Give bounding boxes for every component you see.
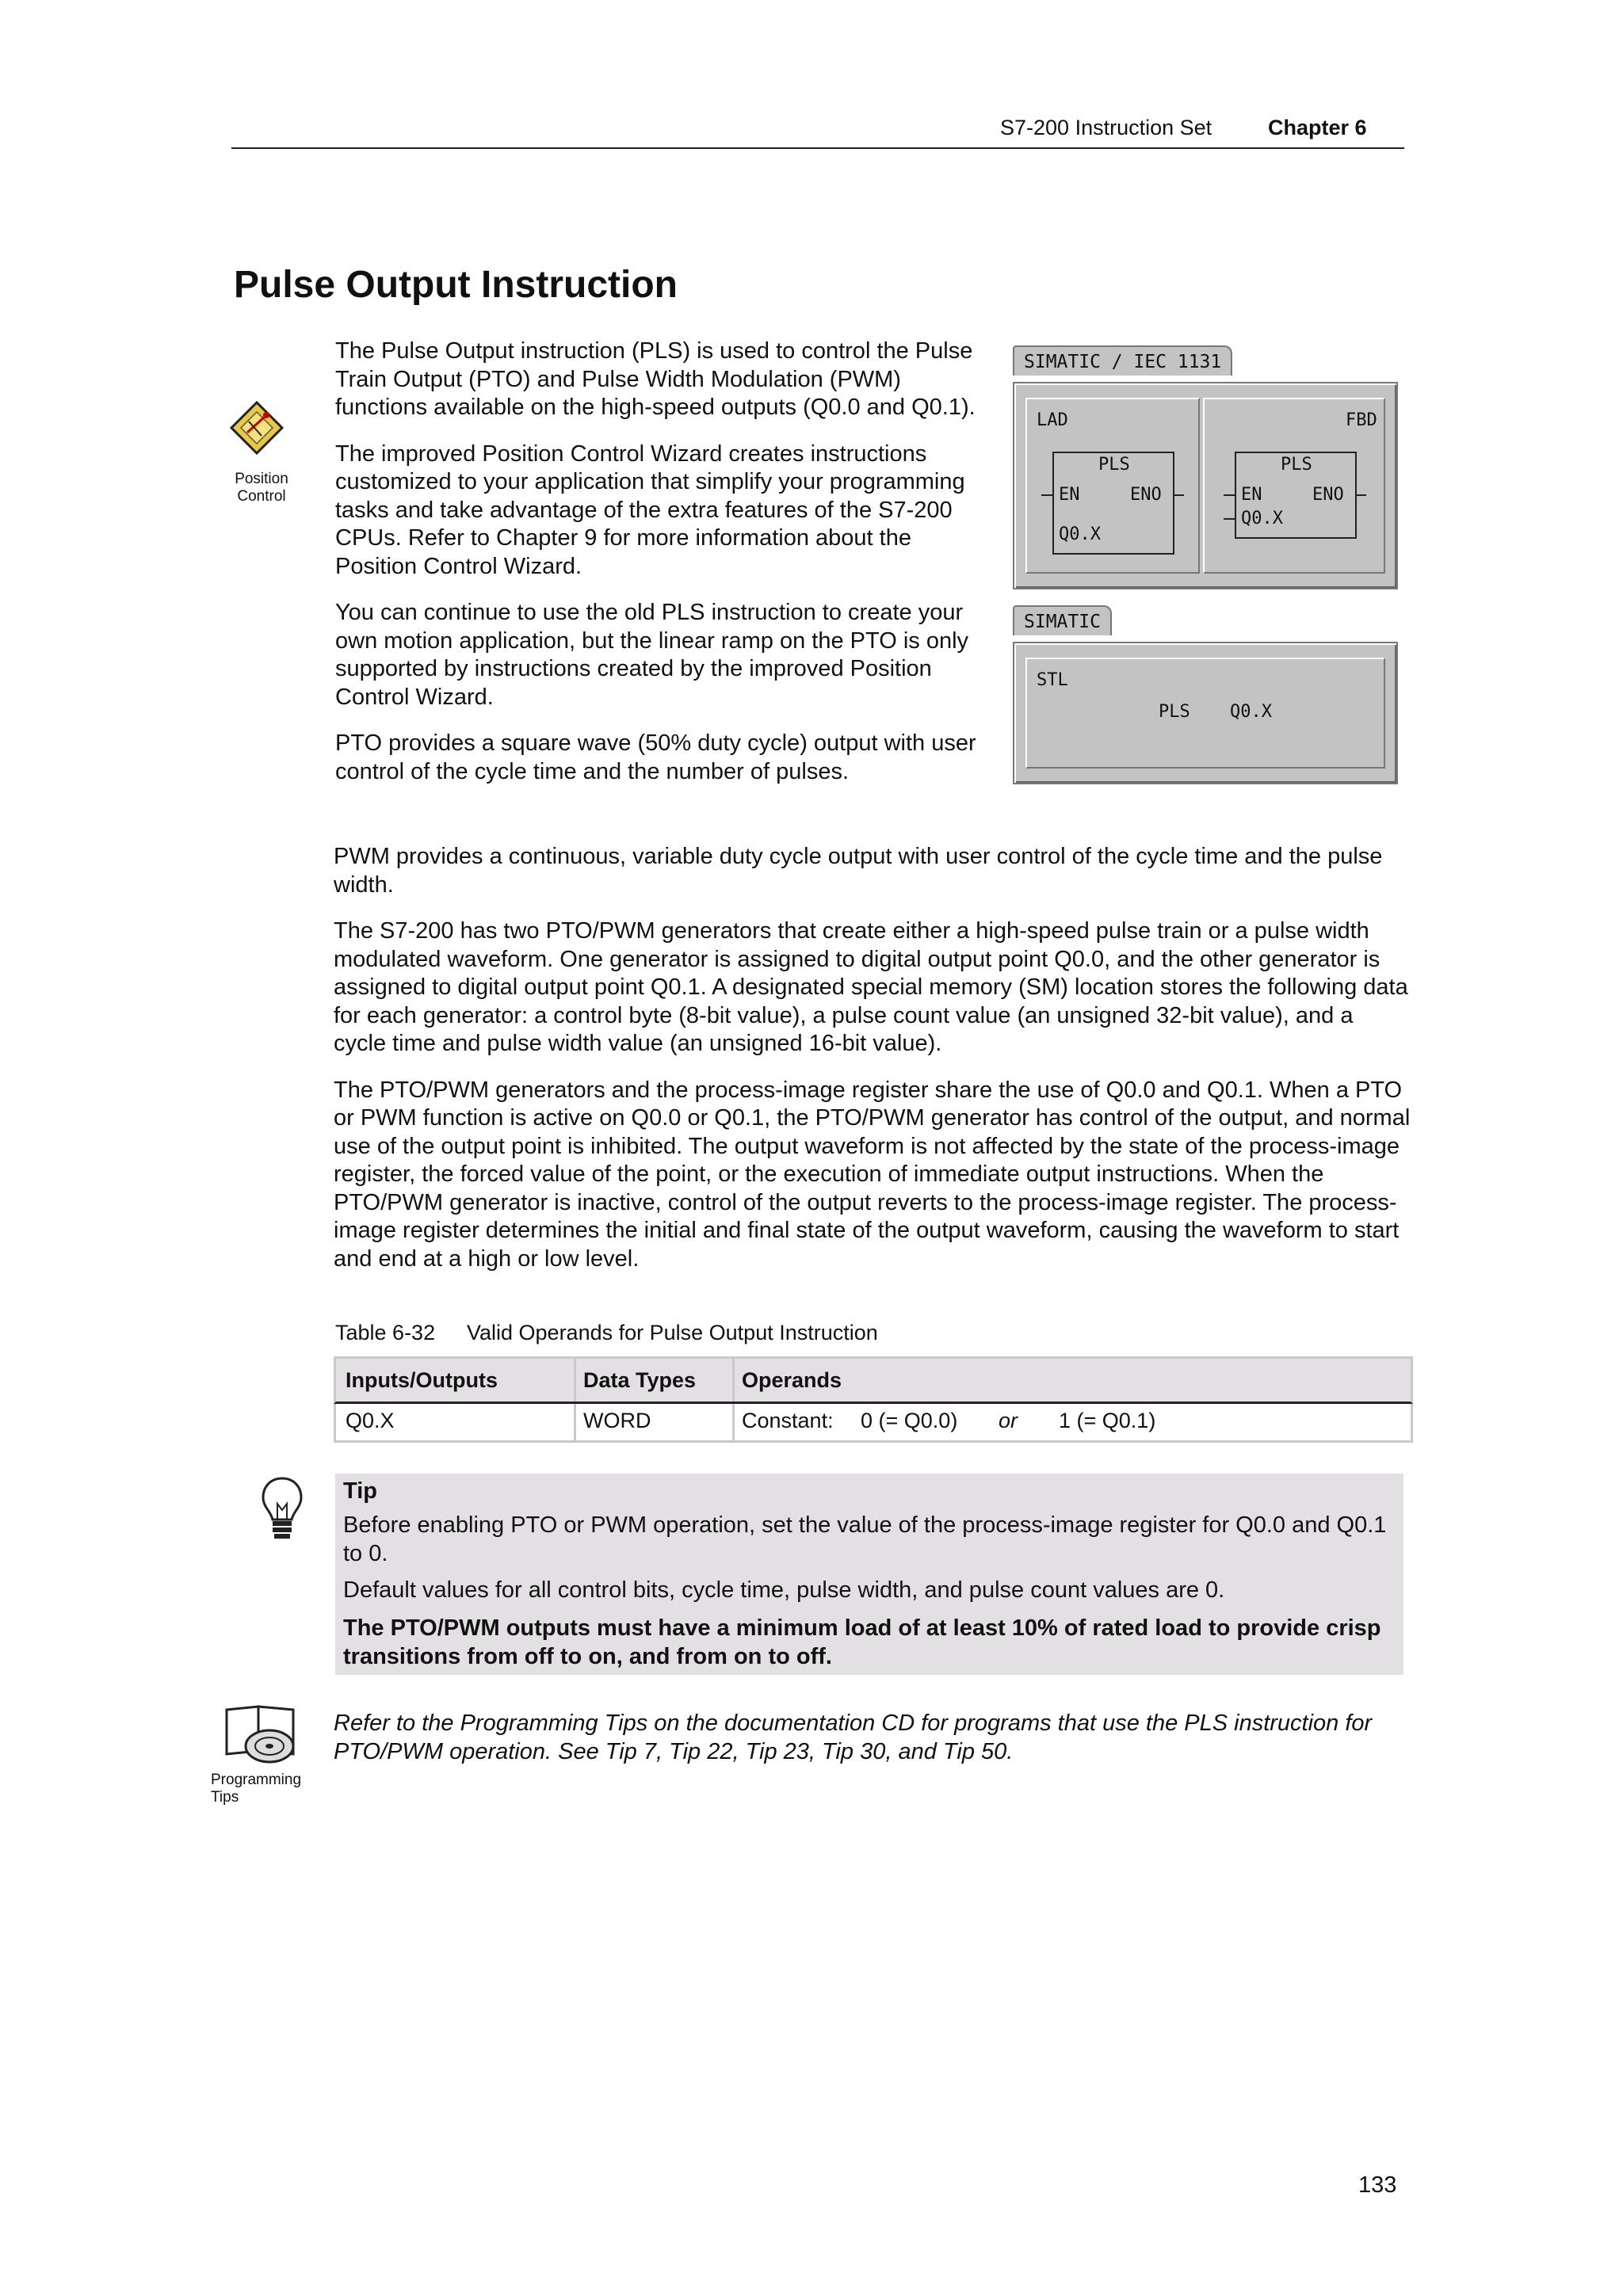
lad-fbd-panel bbox=[1013, 382, 1398, 589]
header-manual-title: S7-200 Instruction Set bbox=[1000, 116, 1212, 139]
fbd-pane bbox=[1203, 398, 1385, 574]
table-caption-number: Table 6-32 bbox=[335, 1321, 436, 1344]
programming-tips-label: Programming Tips bbox=[211, 1772, 302, 1806]
simatic-tab: SIMATIC bbox=[1013, 605, 1112, 635]
table-row bbox=[334, 1404, 1413, 1443]
body-text bbox=[334, 843, 1411, 1273]
fbd-operand: Q0.X bbox=[1241, 509, 1283, 528]
operands-table bbox=[334, 1356, 1413, 1443]
fbd-en: EN bbox=[1241, 485, 1262, 505]
fbd-eno: ENO bbox=[1312, 485, 1344, 505]
tip-title: Tip bbox=[343, 1478, 377, 1504]
lad-operand: Q0.X bbox=[1059, 524, 1101, 544]
cd-book-icon bbox=[222, 1702, 301, 1767]
position-control-label: Position Control bbox=[235, 471, 288, 505]
programming-tip-text: Refer to the Programming Tips on the documentation CD for programs that use the PLS instruction for PTO/PWM operation. See Tip 7, Tip 22, Tip 23, Tip 30, and Tip 50. bbox=[334, 1711, 1373, 1764]
body-paragraph: The PTO/PWM generators and the process-image register share the use of Q0.0 and Q0.1. When a PTO or PWM function is active on Q0.0 or Q0.1, the PTO/PWM generator has control of the output, and normal use of the output point is inhibited. The output waveform is not affected by the state of the process-image register, the forced value of the point, or the execution of immediate output instructions. When the PTO/PWM generator is inactive, control of the output reverts to the process-image register. The process-image register determines the initial and final state of the output waveform, causing the waveform to start and end at a high or low level. bbox=[334, 1077, 1411, 1272]
page-number: 133 bbox=[1358, 2172, 1397, 2198]
fbd-label: FBD bbox=[1346, 410, 1377, 430]
header-chapter: Chapter 6 bbox=[1268, 116, 1367, 139]
simatic-iec-tab: SIMATIC / IEC 1131 bbox=[1013, 345, 1232, 376]
stl-panel bbox=[1013, 642, 1398, 784]
fbd-box-title: PLS bbox=[1281, 455, 1312, 475]
lightbulb-icon bbox=[258, 1475, 306, 1543]
table-header-row bbox=[334, 1356, 1413, 1404]
stl-operand: Q0.X bbox=[1230, 702, 1272, 722]
table-header-io: Inputs/Outputs bbox=[346, 1368, 498, 1392]
table-cell-io: Q0.X bbox=[346, 1409, 395, 1432]
tip-box bbox=[335, 1474, 1403, 1675]
lad-eno: ENO bbox=[1130, 485, 1162, 505]
intro-paragraph: PTO provides a square wave (50% duty cycle) output with user control of the cycle time and the number of pulses. bbox=[335, 730, 976, 784]
lad-pls-box bbox=[1052, 452, 1174, 555]
stl-pane bbox=[1025, 658, 1385, 769]
lad-eno-wire bbox=[1173, 494, 1184, 496]
intro-paragraph: You can continue to use the old PLS instruction to create your own motion application, but the linear ramp on the PTO is only supported by instructions created by the improved Position Control Wizard. bbox=[335, 600, 969, 710]
table-cell-value-2: 1 (= Q0.1) bbox=[1059, 1409, 1156, 1432]
intro-text bbox=[335, 338, 993, 786]
page-title: Pulse Output Instruction bbox=[234, 264, 678, 306]
table-caption-text: Valid Operands for Pulse Output Instruction bbox=[467, 1321, 878, 1344]
lad-pane bbox=[1025, 398, 1200, 574]
lad-en: EN bbox=[1059, 485, 1080, 505]
fbd-pls-box bbox=[1235, 452, 1357, 539]
body-paragraph: The S7-200 has two PTO/PWM generators that create either a high-speed pulse train or a pulse width modulated waveform. One generator is assigned to digital output point Q0.0, and the other generator is assigned to digital output point Q0.1. A designated special memory (SM) location stores the following data for each generator: a control byte (8-bit value), a pulse count value (an unsigned 32-bit value), and a cycle time and pulse width value (an unsigned 16-bit value). bbox=[334, 918, 1408, 1056]
lad-box-title: PLS bbox=[1098, 455, 1130, 475]
table-header-type: Data Types bbox=[583, 1368, 697, 1392]
body-paragraph: PWM provides a continuous, variable duty cycle output with user control of the cycle time and the pulse width. bbox=[334, 844, 1383, 898]
intro-paragraph: The Pulse Output instruction (PLS) is used to control the Pulse Train Output (PTO) and Pulse Width Modulation (PWM) functions available on the high-speed outputs (Q0.0 and Q0.1). bbox=[335, 338, 976, 420]
lad-label: LAD bbox=[1037, 410, 1068, 430]
tip-line: Before enabling PTO or PWM operation, set the value of the process-image register for Q0.0 and Q0.1 to 0. bbox=[343, 1512, 1387, 1566]
table-header-operands: Operands bbox=[742, 1368, 842, 1392]
stl-label: STL bbox=[1037, 670, 1068, 690]
fbd-operand-wire bbox=[1224, 518, 1235, 520]
intro-paragraph: The improved Position Control Wizard creates instructions customized to your application that simplify your programming tasks and take advantage of the extra features of the S7-200 CPUs. Refer to Chapter 9 for more information about the Position Control Wizard. bbox=[335, 441, 965, 579]
tip-warning: The PTO/PWM outputs must have a minimum load of at least 10% of rated load to provide crisp transitions from off to on, and from on to off. bbox=[343, 1615, 1381, 1669]
table-cell-value-1: 0 (= Q0.0) bbox=[861, 1409, 958, 1432]
tip-line: Default values for all control bits, cycle time, pulse width, and pulse count values are 0. bbox=[343, 1577, 1225, 1603]
lad-en-wire bbox=[1041, 494, 1052, 496]
table-cell-or: or bbox=[999, 1409, 1018, 1432]
fbd-en-wire bbox=[1224, 494, 1235, 496]
stl-instruction: PLS bbox=[1159, 702, 1190, 722]
fbd-eno-wire bbox=[1355, 494, 1366, 496]
table-cell-const-label: Constant: bbox=[742, 1409, 834, 1432]
header-rule bbox=[231, 147, 1404, 149]
table-cell-type: WORD bbox=[583, 1409, 651, 1432]
position-control-icon bbox=[225, 396, 288, 460]
